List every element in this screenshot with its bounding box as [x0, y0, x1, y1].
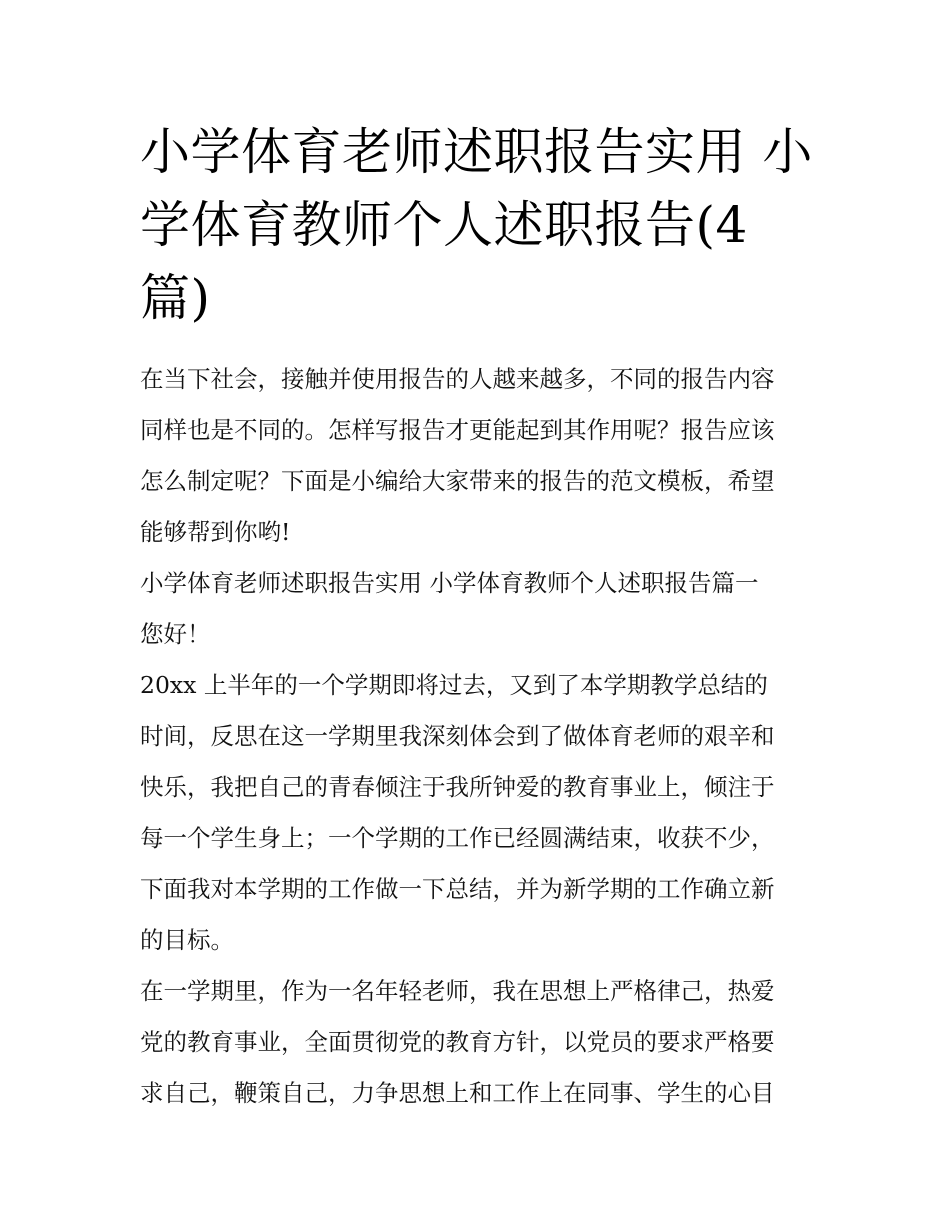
document-body	[140, 354, 820, 1119]
intro-paragraph: 在当下社会，接触并使用报告的人越来越多，不同的报告内容 同样也是不同的。怎样写报告才更能起到其作用呢？报告应该 怎么制定呢？下面是小编给大家带来的报告的范文模板，希望 能够帮到你哟!	[140, 365, 775, 546]
greeting-paragraph: 您好！	[140, 620, 211, 648]
document-title: 小学体育老师述职报告实用 小 学体育教师个人述职报告(4 篇)	[140, 123, 813, 327]
section-heading: 小学体育老师述职报告实用 小学体育教师个人述职报告篇一	[140, 569, 759, 597]
summary-paragraph: 20xx 上半年的一个学期即将过去，又到了本学期教学总结的 时间，反思在这一学期里我深刻体会到了做体育老师的艰辛和 快乐，我把自己的青春倾注于我所钟爱的教育事业上，倾注于 每一个学生身上；一个学期的工作已经圆满结束，收获不少， 下面我对本学期的工作做一下总结，并为新学期的工作确立新 的目标。	[140, 671, 775, 954]
ideology-paragraph: 在一学期里，作为一名年轻老师，我在思想上严格律己，热爱 党的教育事业，全面贯彻党的教育方针，以党员的要求严格要 求自己，鞭策自己，力争思想上和工作上在同事、学生的心目	[140, 977, 775, 1107]
